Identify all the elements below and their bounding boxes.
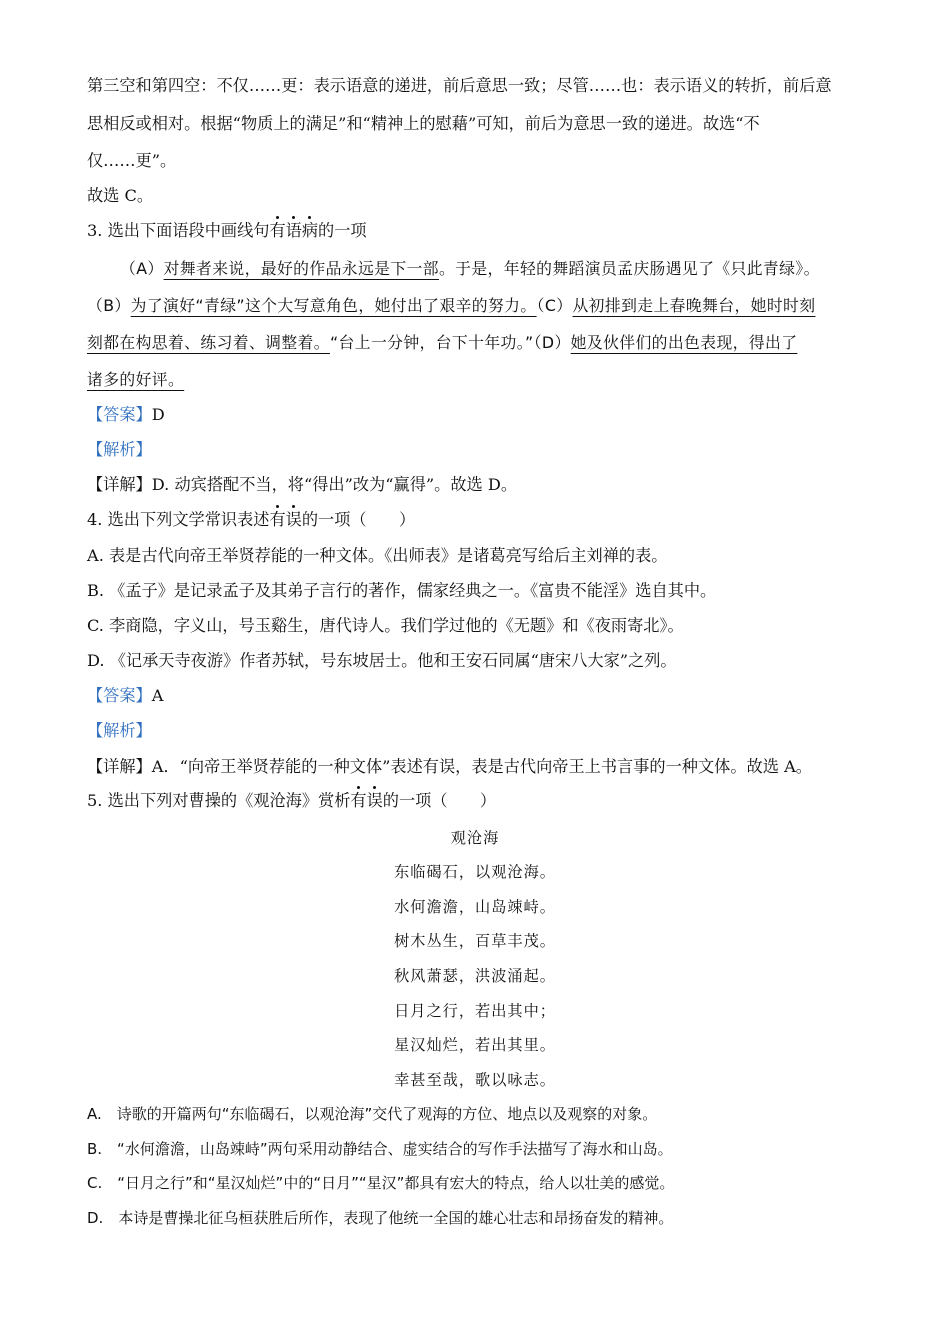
intro-line-3: 仅……更”。 bbox=[87, 151, 177, 170]
q3-passage-line-4 bbox=[87, 370, 867, 390]
q4-stem bbox=[87, 510, 867, 530]
q3-answer bbox=[87, 405, 867, 425]
q3-label-a: （A） bbox=[120, 259, 164, 278]
q3-sentence-b: 为了演好“青绿”这个大写意角色，她付出了艰辛的努力。 bbox=[130, 296, 537, 315]
detail-tag: 【详解】 bbox=[87, 757, 152, 776]
q3-emphasis-char: 病 bbox=[301, 221, 319, 240]
q4-answer bbox=[87, 686, 867, 706]
q4-option-b: B. 《孟子》是记录孟子及其弟子言行的著作，儒家经典之一。《富贵不能淫》选自其中。 bbox=[87, 581, 717, 600]
q5-option-d: D. 本诗是曹操北征乌桓获胜后所作，表现了他统一全国的雄心壮志和昂扬奋发的精神。 bbox=[87, 1209, 674, 1227]
q3-passage-text: 。于是，年轻的舞蹈演员孟庆肠遇见了《只此青绿》。 bbox=[438, 259, 820, 278]
answer-tag: 【答案】 bbox=[87, 686, 152, 705]
detail-tag: 【详解】 bbox=[87, 475, 152, 494]
q5-option-a: A. 诗歌的开篇两句“东临碣石，以观沧海”交代了观海的方位、地点以及观察的对象。 bbox=[87, 1105, 658, 1123]
detail-text: D. 动宾搭配不当，将“得出”改为“赢得”。故选 D。 bbox=[151, 475, 518, 494]
intro-line-4: 故选 C。 bbox=[87, 186, 154, 205]
poem-line: 幸甚至哉，歌以咏志。 bbox=[394, 1071, 556, 1089]
q5-emphasis-char: 有 bbox=[350, 791, 367, 810]
q3-sentence-a: 对舞者来说，最好的作品永远是下一部 bbox=[163, 259, 439, 278]
answer-value: A bbox=[151, 686, 164, 705]
q4-emphasis-char: 误 bbox=[285, 510, 302, 529]
intro-line-1: 第三空和第四空：不仅……更：表示语意的递进，前后意思一致；尽管……也：表示语义的转折，前后意 bbox=[87, 76, 832, 95]
q4-option-c: C. 李商隐，字义山，号玉谿生，唐代诗人。我们学过他的《无题》和《夜雨寄北》。 bbox=[87, 616, 684, 635]
answer-value: D bbox=[151, 405, 165, 424]
q4-analysis bbox=[87, 721, 867, 741]
q5-emphasis-char: 误 bbox=[366, 791, 383, 810]
q4-stem-after: 的一项（ ） bbox=[301, 510, 416, 529]
q3-emphasis-char: 有 bbox=[269, 221, 286, 240]
q5-stem-before: 5. 选出下列对曹操的《观沧海》赏析 bbox=[87, 791, 351, 810]
q3-stem-after: 的一项 bbox=[318, 221, 367, 240]
poem-line: 秋风萧瑟，洪波涌起。 bbox=[394, 967, 556, 985]
q3-sentence-c-cont: 刻都在构思着、练习着、调整着。 bbox=[87, 333, 330, 352]
q4-option-a: A. 表是古代向帝王举贤荐能的一种文体。《出师表》是诸葛亮写给后主刘禅的表。 bbox=[87, 546, 668, 565]
q3-stem-before: 3. 选出下面语段中画线句 bbox=[87, 221, 270, 240]
answer-tag: 【答案】 bbox=[87, 405, 152, 424]
poem-line: 日月之行，若出其中； bbox=[394, 1002, 556, 1020]
q3-label-c: （C） bbox=[536, 296, 573, 315]
q3-sentence-d-cont: 诸多的好评。 bbox=[87, 370, 185, 389]
q3-passage-text: “台上一分钟，台下十年功。” bbox=[329, 333, 534, 352]
poem-title: 观沧海 bbox=[450, 829, 500, 847]
q5-stem bbox=[87, 791, 867, 811]
q3-passage-line-3 bbox=[87, 333, 877, 353]
q5-option-c: C. “日月之行”和“星汉灿烂”中的“日月”“星汉”都具有宏大的特点，给人以壮美的感觉。 bbox=[87, 1174, 675, 1192]
q5-option-b: B. “水何澹澹，山岛竦峙”两句采用动静结合、虚实结合的写作手法描写了海水和山岛。 bbox=[87, 1140, 673, 1158]
q3-passage-line-1 bbox=[120, 259, 880, 279]
q3-passage-line-2 bbox=[87, 296, 877, 316]
q4-detail bbox=[87, 757, 867, 777]
q4-option-d: D. 《记承天寺夜游》作者苏轼，号东坡居士。他和王安石同属“唐宋八大家”之列。 bbox=[87, 651, 677, 670]
poem-line: 东临碣石，以观沧海。 bbox=[394, 863, 556, 881]
q3-detail bbox=[87, 475, 867, 495]
q3-analysis bbox=[87, 440, 867, 460]
intro-line-2: 思相反或相对。根据“物质上的满足”和“精神上的慰藉”可知，前后为意思一致的递进。故选“不 bbox=[87, 114, 760, 133]
poem-line: 水何澹澹，山岛竦峙。 bbox=[394, 898, 556, 916]
q4-emphasis-char: 有 bbox=[269, 510, 286, 529]
q3-sentence-c: 从初排到走上春晚舞台，她时时刻 bbox=[572, 296, 816, 315]
detail-text: A．“向帝王举贤荐能的一种文体”表述有误，表是古代向帝王上书言事的一种文体。故选 A。 bbox=[151, 757, 812, 776]
analysis-tag: 【解析】 bbox=[87, 721, 152, 740]
poem-line: 树木丛生，百草丰茂。 bbox=[394, 932, 556, 950]
q4-stem-before: 4. 选出下列文学常识表述 bbox=[87, 510, 270, 529]
q3-label-d: （D） bbox=[533, 333, 571, 352]
q3-label-b: （B） bbox=[87, 296, 131, 315]
analysis-tag: 【解析】 bbox=[87, 440, 152, 459]
q3-sentence-d: 她及伙伴们的出色表现，得出了 bbox=[570, 333, 798, 352]
q3-stem bbox=[87, 221, 867, 241]
q3-emphasis-char: 语 bbox=[285, 221, 302, 240]
q5-stem-after: 的一项（ ） bbox=[382, 791, 497, 810]
poem-line: 星汉灿烂，若出其里。 bbox=[394, 1036, 556, 1054]
